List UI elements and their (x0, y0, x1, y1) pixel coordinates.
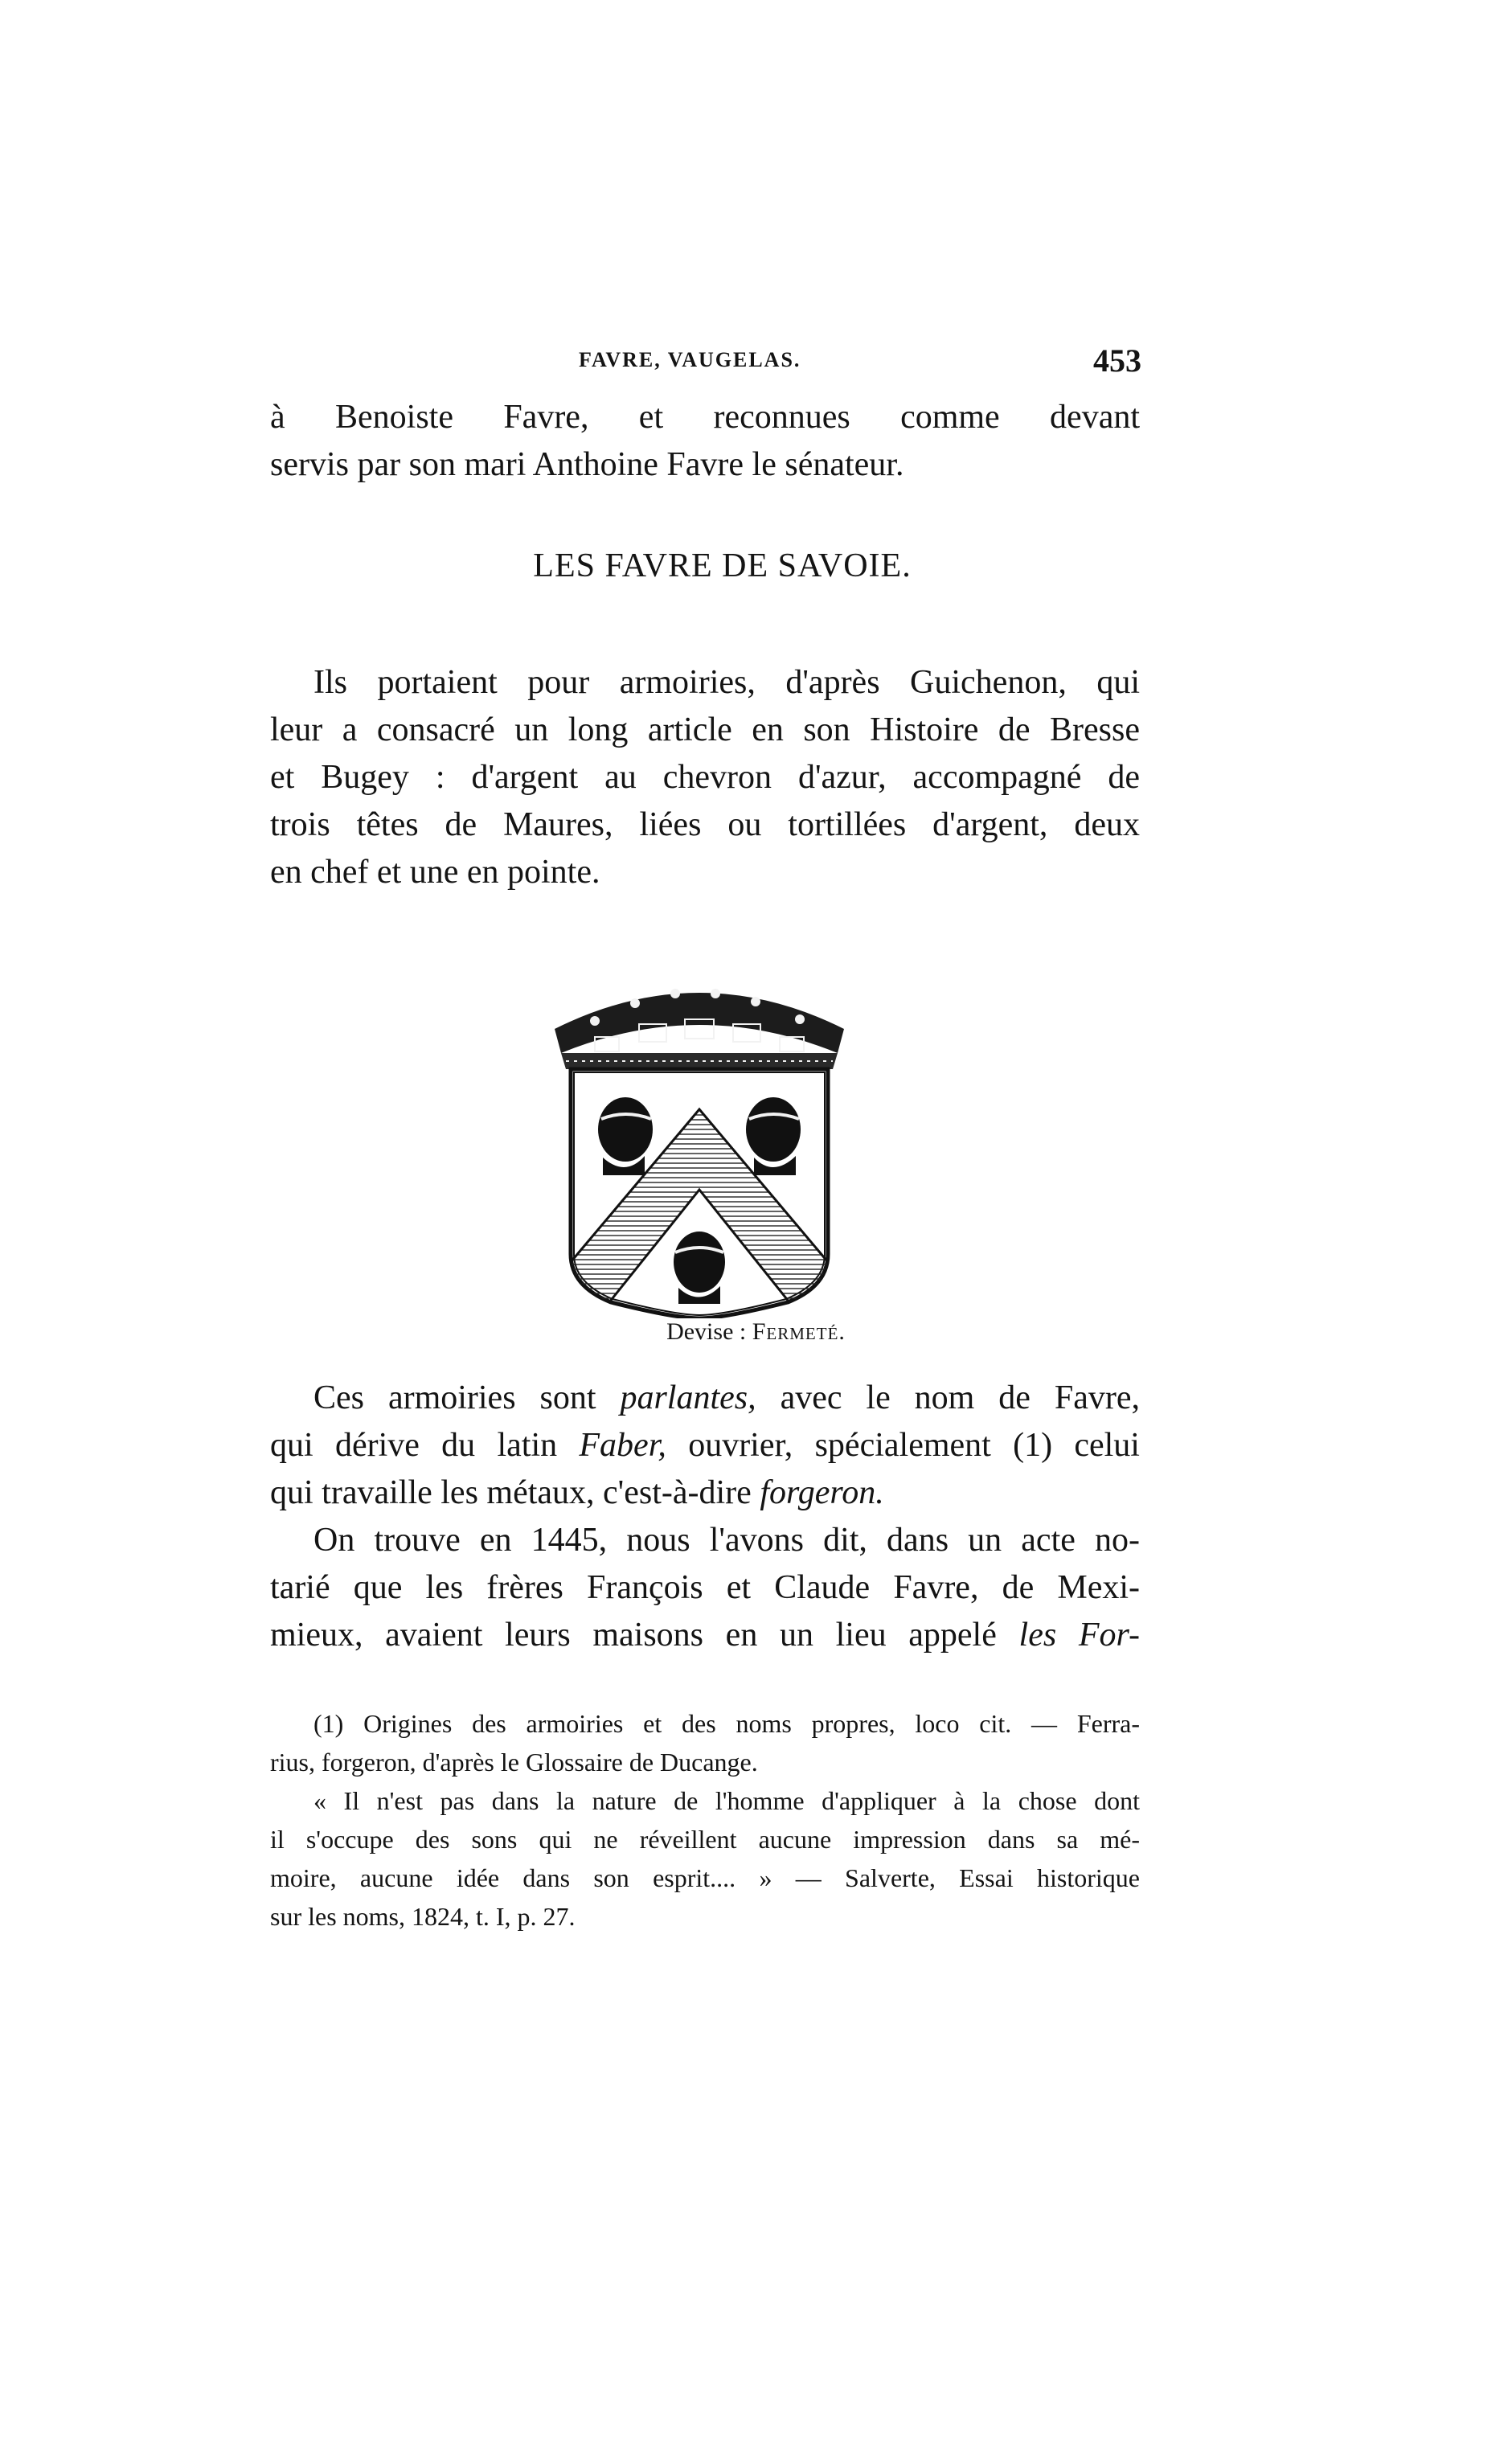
motto-caption (0, 1318, 1512, 1346)
footnotes (270, 1704, 1140, 1936)
text-line: qui travaille les métaux, c'est-à-dire forgeron. (270, 1474, 884, 1511)
text-line: servis par son mari Anthoine Favre le sénateur. (270, 446, 904, 483)
text-line: mieux, avaient leurs maisons en un lieu appelé les For- (270, 1617, 1140, 1654)
footnote-line: (1) Origines des armoiries et des noms propres, loco cit. — Ferra- (313, 1709, 1140, 1738)
text-line: On trouve en 1445, nous l'avons dit, dans un acte no- (313, 1522, 1140, 1559)
running-head (273, 342, 1141, 390)
footnote-line: sur les noms, 1824, t. I, p. 27. (270, 1902, 576, 1931)
motto-label: Devise : (666, 1318, 747, 1345)
coat-of-arms-illustration (547, 941, 852, 1318)
text-line: en chef et une en pointe. (270, 854, 600, 891)
motto-text: Fermeté. (752, 1318, 846, 1345)
page-number: 453 (1093, 342, 1141, 379)
text-line: à Benoiste Favre, et reconnues comme devant (270, 399, 1140, 436)
text-line: trois têtes de Maures, liées ou tortillées d'argent, deux (270, 806, 1140, 843)
crown-icon (555, 989, 844, 1069)
text-line: qui dérive du latin Faber, ouvrier, spécialement (1) celui (270, 1427, 1140, 1464)
text-line: Ces armoiries sont parlantes, avec le nom de Favre, (313, 1379, 1140, 1416)
footnote-line: « Il n'est pas dans la nature de l'homme d'appliquer à la chose dont (313, 1786, 1140, 1815)
footnote-line: moire, aucune idée dans son esprit.... » — Salverte, Essai historique (270, 1863, 1140, 1892)
section-heading: LES FAVRE DE SAVOIE. (533, 547, 912, 584)
text-line: et Bugey : d'argent au chevron d'azur, accompagné de (270, 759, 1140, 796)
text-line: Ils portaient pour armoiries, d'après Guichenon, qui (313, 664, 1140, 701)
paragraph-1445 (270, 1517, 1140, 1659)
text-line: tarié que les frères François et Claude Favre, de Mexi- (270, 1569, 1140, 1606)
running-head-title: FAVRE, VAUGELAS. (579, 348, 801, 371)
footnote-line: il s'occupe des sons qui ne réveillent aucune impression dans sa mé- (270, 1825, 1140, 1854)
footnote-line: rius, forgeron, d'après le Glossaire de Ducange. (270, 1748, 758, 1777)
text-line: leur a consacré un long article en son Histoire de Bresse (270, 711, 1140, 748)
intro-text (270, 394, 1140, 489)
paragraph-armoiries (270, 659, 1140, 896)
paragraph-parlantes (270, 1375, 1140, 1517)
